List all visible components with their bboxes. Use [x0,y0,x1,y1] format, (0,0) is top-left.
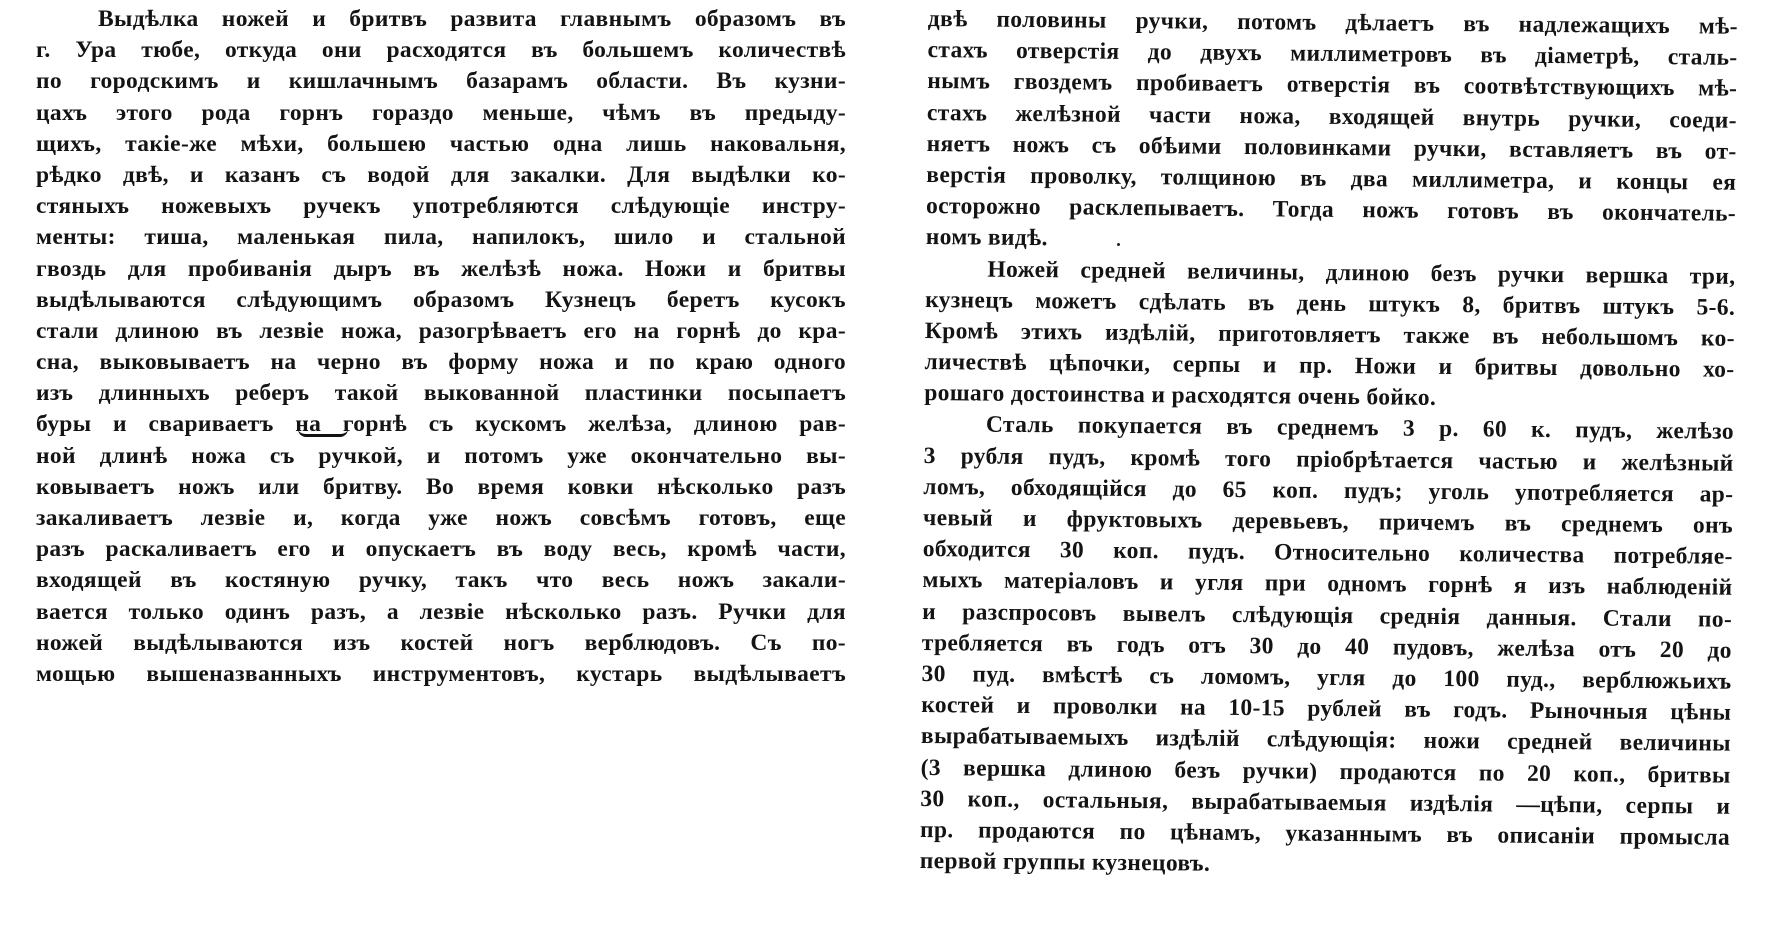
text-line: вается только одинъ разъ, а лезвіе нѣсколько разъ. Ручки для [36,598,846,625]
right-page-column [920,4,1738,885]
text-line: цахъ этого рода горнъ гораздо меньше, чѣмъ въ предыду- [36,99,846,126]
text-line: осторожно расклепываетъ. Тогда ножъ готовъ въ окончатель- [925,193,1737,227]
text-line: номъ видѣ. [925,224,1048,252]
text-line: няетъ ножъ съ обѣими половинками ручки, вставляетъ въ от- [926,130,1737,165]
text-line: по городскимъ и кишлачнымъ базарамъ области. Въ кузни- [36,68,846,95]
text-line: двѣ половины ручки, потомъ дѣлаетъ въ надлежащихъ мѣ- [927,5,1738,40]
text-line: первой группы кузнецовъ. [919,848,1211,877]
text-line: входящей въ костяную ручку, такъ что весь ножъ закали- [36,567,846,594]
text-line: стахъ желѣзной части ножа, входящей внутрь ручки, соеди- [926,99,1738,134]
text-line: Кромѣ этихъ издѣлій, приготовляетъ также въ небольшомъ ко- [924,317,1735,352]
text-line: стали длиною въ лезвіе ножа, разогрѣваетъ его на горнѣ до кра- [36,317,846,344]
text-line: выдѣлываются слѣдующимъ образомъ Кузнецъ беретъ кусокъ [36,286,846,313]
text-line: изъ длинныхъ реберъ такой выкованной пластинки посыпаетъ [36,380,846,407]
text-line: верстія проволку, толщиною въ два миллиметра, и концы ея [926,161,1737,196]
text-line: гвоздь для пробиванія дыръ въ желѣзѣ ножа. Ножи и бритвы [36,255,846,282]
text-line: 3 рубля пудъ, кромѣ того пріобрѣтается частью и желѣзный [923,442,1734,477]
text-line: Выдѣлка ножей и бритвъ развита главнымъ образомъ въ [98,6,846,32]
text-line: Ножей средней величины, длиною безъ ручки вершка три, [987,256,1736,290]
text-line: закаливаетъ лезвіе и, когда уже ножъ совсѣмъ готовъ, еще [36,505,846,531]
text-line: обходится 30 коп. пудъ. Относительно количества потребляе- [922,536,1733,570]
text-line: ломъ, обходящійся до 65 коп. пудъ; уголь употребляется ар- [923,473,1734,508]
text-line: чевый и фруктовыхъ деревьевъ, причемъ въ среднемъ онъ [922,504,1734,539]
text-line: Сталь покупается въ среднемъ 3 р. 60 к. пудъ, желѣзо [985,412,1735,446]
text-line: мощью вышеназванныхъ инструментовъ, кустарь выдѣлываетъ [36,660,846,687]
text-line: личествѣ цѣпочки, серпы и пр. Ножи и бритвы довольно хо- [924,349,1735,383]
text-line: ной длинѣ ножа съ ручкой, и потомъ уже окончательно вы- [36,442,846,469]
text-line: кузнецъ можетъ сдѣлать въ день штукъ 8, бритвъ штукъ 5-6. [925,286,1736,321]
text-line: вырабатываемыхъ издѣлій слѣдующія: ножи средней величины [920,723,1732,758]
text-line: буры и свариваетъ на горнѣ съ кускомъ желѣза, длиною рав- [36,411,846,438]
text-line: щихъ, такіе-же мѣхи, большею частью одна лишь наковальня, [36,130,846,157]
text-line: разъ раскаливаетъ его и опускаетъ въ воду весь, кромѣ части, [36,536,846,563]
text-line: 30 коп., остальныя, вырабатываемыя издѣлія —цѣпи, серпы и [920,785,1731,820]
text-line: 30 пуд. вмѣстѣ съ ломомъ, угля до 100 пуд., верблюжьихъ [921,660,1732,695]
text-line: требляется въ годъ отъ 30 до 40 пудовъ, желѣза отъ 20 до [921,629,1732,664]
text-line: менты: тиша, маленькая пила, напилокъ, шило и стальной [36,224,846,251]
text-line: нымъ гвоздемъ пробиваетъ отверстія въ соотвѣтствующихъ мѣ- [927,68,1738,103]
text-line: г. Ура тюбе, откуда они расходятся въ большемъ количествѣ [36,37,846,64]
text-line: ножей выдѣлываются изъ костей ногъ верблюдовъ. Съ по- [36,629,846,656]
handwritten-underline-mark [298,420,348,437]
stray-dot-mark [1117,243,1120,246]
text-line: (3 вершка длиною безъ ручки) продаются по 20 коп., бритвы [920,754,1731,789]
text-line: рѣдко двѣ, и казанъ съ водой для закалки. Для выдѣлки ко- [36,161,846,188]
text-line: стяныхъ ножевыхъ ручекъ употребляются слѣдующіе инстру- [36,193,846,220]
left-page-column [36,4,846,690]
text-line: и разспросовъ вывелъ слѣдующія среднія данныя. Стали по- [922,598,1733,633]
text-line: костей и проволки на 10-15 рублей въ годъ. Рыночныя цѣны [921,692,1732,726]
text-line: мыхъ матеріаловъ и угля при одномъ горнѣ я изъ наблюденій [922,567,1733,602]
text-line: пр. продаются по цѣнамъ, указаннымъ въ описаніи промысла [919,816,1731,851]
text-line: сна, выковываетъ на черно въ форму ножа и по краю одного [36,349,846,376]
text-line: стахъ отверстія до двухъ миллиметровъ въ діаметрѣ, сталь- [927,37,1738,71]
text-line: рошаго достоинства и расходятся очень бойко. [924,380,1437,412]
text-line: ковываетъ ножъ или бритву. Во время ковки нѣсколько разъ [36,473,846,500]
